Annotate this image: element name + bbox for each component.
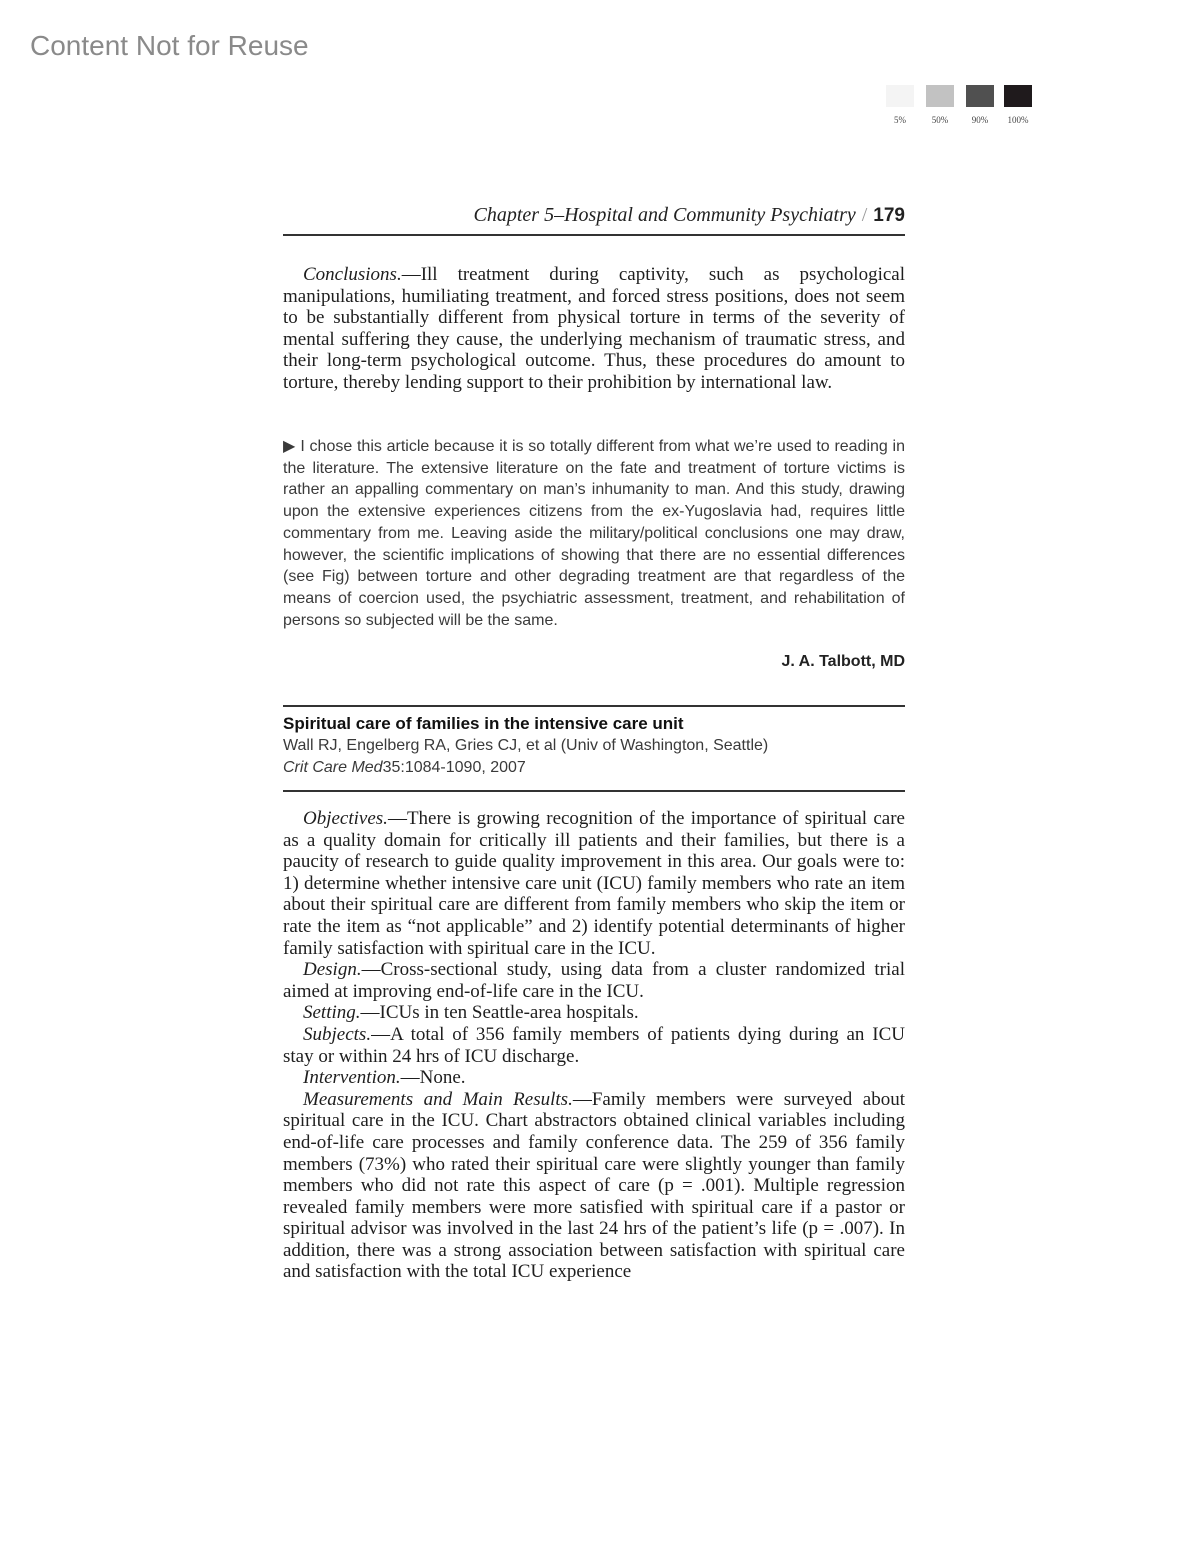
article-title: Spiritual care of families in the intensive care unit: [283, 714, 684, 733]
page-number: 179: [873, 205, 905, 226]
swatch-90: [966, 85, 994, 107]
header-separator: /: [861, 204, 868, 226]
swatch-label-100: 100%: [1007, 115, 1029, 125]
swatch-50: [926, 85, 954, 107]
article-authors: Wall RJ, Engelberg RA, Gries CJ, et al (Univ of Washington, Seattle): [283, 737, 769, 754]
swatch-label-5: 5%: [894, 115, 906, 125]
abstract-intervention: [283, 1067, 905, 1089]
conclusions-section: [283, 264, 905, 394]
swatch-label-50: 50%: [931, 115, 949, 125]
conclusions-heading: Conclusions.: [303, 264, 402, 285]
abstract-text: —A total of 356 family members of patients dying during an ICU stay or within 24 hrs of ICU discharge.: [283, 1023, 905, 1067]
watermark: Content Not for Reuse: [30, 30, 309, 61]
swatch-label-90: 90%: [971, 115, 989, 125]
abstract: [283, 808, 905, 1283]
abstract-design: [283, 959, 905, 1002]
chapter-title: Chapter 5–Hospital and Community Psychiatry: [473, 204, 856, 226]
commentary-text: I chose this article because it is so totally different from what we’re used to reading in the literature. The extensive literature on the fate and treatment of torture victims is rather an appalling commentary on man’s inhumanity to man. And this study, drawing upon the extensive experiences citizens from the ex-Yugoslavia had, requires little commentary from me. Leaving aside the military/political conclusions one may draw, however, the scientific implications of showing that there are no essential differences (see Fig) between torture and other degrading treatment are that regardless of the means of coercion used, the psychiatric assessment, treatment, and rehabilitation of persons so subjected will be the same.: [283, 438, 906, 629]
abstract-setting: [283, 1002, 905, 1024]
swatch-100: [1004, 85, 1032, 107]
running-head: [283, 204, 905, 236]
abstract-text: —Cross-sectional study, using data from a cluster randomized trial aimed at improving end-of-life care in the ICU.: [283, 959, 905, 1002]
abstract-heading: Measurements and Main Results.: [303, 1088, 573, 1110]
abstract-subjects: [283, 1024, 905, 1067]
commentary-signature: J. A. Talbott, MD: [781, 653, 905, 670]
conclusions-text: —Ill treatment during captivity, such as psychological manipulations, humiliating treatment, and forced stress positions, does not seem to be substantially different from physical torture in terms of the severity of mental suffering they cause, the underlying mechanism of traumatic stress, and their long-term psychological outcome. Thus, these procedures do amount to torture, thereby lending support to their prohibition by international law.: [283, 264, 905, 393]
abstract-heading: Subjects.: [303, 1023, 372, 1045]
abstract-heading: Setting.: [303, 1002, 361, 1024]
conclusions-paragraph: [283, 264, 905, 394]
abstract-results: [283, 1089, 905, 1283]
abstract-heading: Design.: [303, 959, 362, 981]
abstract-text: —Family members were surveyed about spiritual care in the ICU. Chart abstractors obtained clinical variables including end-of-life care processes and family conference data. The 259 of 356 family members (73%) who rated their spiritual care were slightly younger than family members who did not rate this aspect of care (p = .001). Multiple regression revealed family members were more satisfied with spiritual care if a pastor or spiritual advisor was involved in the last 24 hrs of the patient’s life (p = .007). In addition, there was a strong association between satisfaction with spiritual care and satisfaction with the total ICU experience: [283, 1088, 905, 1283]
journal-name: Crit Care Med: [283, 759, 383, 776]
editor-commentary: [283, 436, 905, 631]
color-calibration-swatches: [886, 85, 1036, 125]
abstract-objectives: [283, 808, 905, 959]
commentary-marker: ▶: [283, 438, 296, 455]
swatch-5: [886, 85, 914, 107]
abstract-text: —ICUs in ten Seattle-area hospitals.: [360, 1002, 639, 1024]
abstract-heading: Intervention.: [303, 1067, 401, 1089]
citation-details: 35:1084-1090, 2007: [382, 759, 526, 776]
article-citation: [283, 759, 905, 777]
abstract-heading: Objectives.: [303, 808, 388, 829]
abstract-text: —There is growing recognition of the importance of spiritual care as a quality domain for critically ill patients and their families, but there is a paucity of research to guide quality improvement in this area. Our goals were to: 1) determine whether intensive care unit (ICU) family members who rate an item about their spiritual care are different from family members who skip the item or rate the item as “not applicable” and 2) identify potential determinants of higher family satisfaction with spiritual care in the ICU.: [283, 808, 905, 959]
abstract-text: —None.: [400, 1067, 466, 1089]
article-bottom-rule: [283, 790, 905, 792]
article-top-rule: [283, 705, 905, 707]
